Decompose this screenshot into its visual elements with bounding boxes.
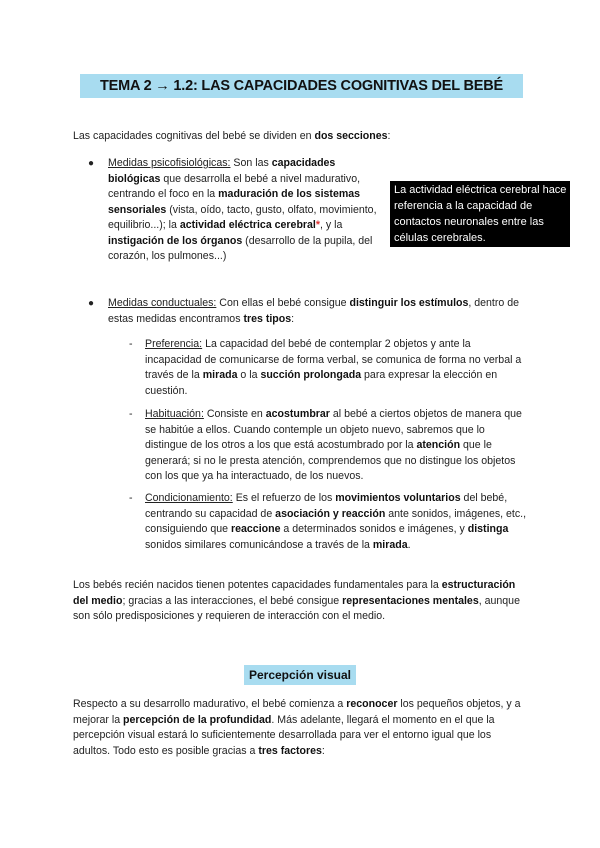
newborn-paragraph: Los bebés recién nacidos tienen potentes capacidades fundamentales para la estructuración del medio; gracias a las interacciones, el bebé consigue representaciones mentales, aunque son sólo predisposiciones y requieren de interacción con el medio.	[73, 579, 520, 622]
page-title: TEMA 2 → 1.2: LAS CAPACIDADES COGNITIVAS DEL BEBÉ	[80, 74, 523, 98]
visual-perception-paragraph: Respecto a su desarrollo madurativo, el bebé comienza a reconocer los pequeños objetos, y a mejorar la percepción de la profundidad. Más adelante, llegará el momento en el que la percepción visual estará lo suficientemente desarrollada para ver el entorno igual que los adultos. Todo esto es posible gracias a tres factores:	[73, 698, 521, 757]
bullet-icon: ●	[88, 158, 95, 169]
note-box: La actividad eléctrica cerebral hace referencia a la capacidad de contactos neuronales entre las células cerebrales.	[390, 181, 570, 247]
subitem-conditioning: Condicionamiento: Es el refuerzo de los movimientos voluntarios del bebé, centrando su capacidad de asociación y reacción ante sonidos, imágenes, etc., consiguiendo que reaccione a determinados sonidos e imágenes, y distinga sonidos similares comunicándose a través de la mirada.	[145, 492, 527, 551]
subitem-preference: Preferencia: La capacidad del bebé de contemplar 2 objetos y ante la incapacidad de comunicarse de forma verbal, se comunica de forma no verbal a través de la mirada o la succión prolongada para expresar la elección en cuestión.	[145, 338, 522, 397]
intro-paragraph: Las capacidades cognitivas del bebé se dividen en dos secciones:	[73, 130, 391, 142]
bullet-icon: ●	[88, 298, 95, 309]
dash-icon: -	[129, 338, 133, 350]
item-psychophysiological: Medidas psicofisiológicas: Son las capacidades biológicas que desarrolla el bebé a nivel madurativo, centrando el foco en la maduración de los sistemas sensoriales (vista, oído, tacto, gusto, olfato, movimiento, equilibrio...); la actividad eléctrica cerebral*, y la instigación de los órganos (desarrollo de la pupila, del corazón, los pulmones...)	[108, 157, 377, 262]
asterisk-icon: *	[315, 219, 321, 231]
subitem-habituation: Habituación: Consiste en acostumbrar al bebé a ciertos objetos de manera que se habitúe a ellos. Cuando contemple un objeto nuevo, sabremos que lo distingue de los otros a los que está acostumbrado por la atención que le generará; si no le presta atención, comprendemos que no distingue los objetos con los que ya ha interactuado, de los nuevos.	[145, 408, 522, 482]
dash-icon: -	[129, 408, 133, 420]
item-behavioral: Medidas conductuales: Con ellas el bebé consigue distinguir los estímulos, dentro de estas medidas encontramos tres tipos:	[108, 297, 520, 325]
section-heading: Percepción visual	[244, 665, 356, 685]
dash-icon: -	[129, 492, 133, 504]
